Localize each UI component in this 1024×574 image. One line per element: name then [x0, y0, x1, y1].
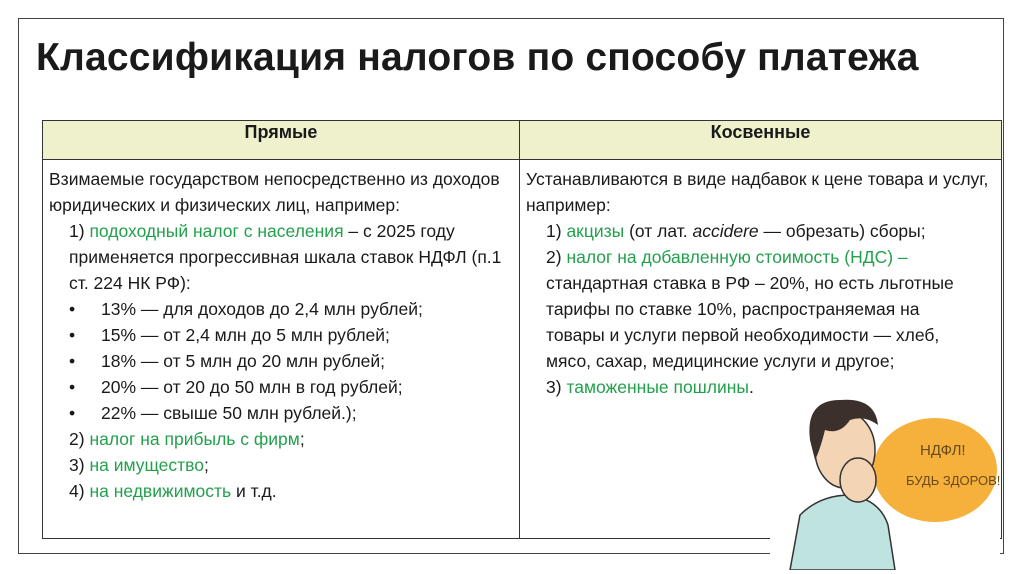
sneezing-man-illustration [770, 385, 1000, 570]
bubble-text-1: НДФЛ! [920, 442, 966, 459]
bullet-item: • 22% — свыше 50 млн рублей.); [49, 400, 513, 426]
latin-word: accidere [692, 221, 759, 241]
cell-direct [43, 160, 520, 539]
direct-item-2 [49, 426, 513, 452]
page-title: Классификация налогов по способу платежа [36, 36, 919, 79]
term: налог на добавленную стоимость (НДС) – [566, 247, 908, 267]
term: на имущество [89, 455, 204, 475]
term: налог на прибыль с фирм [89, 429, 300, 449]
bullet-item: • 18% — от 5 млн до 20 млн рублей; [49, 348, 513, 374]
item-text: стандартная ставка в РФ – 20%, но есть льготные тарифы по ставке 10%, распространяемая на товары и услуги первой необходимости — хлеб, мясо, сахар, медицинские услуги и другое; [546, 273, 954, 371]
direct-item-1 [49, 218, 513, 296]
bullet-text: 15% — от 2,4 млн до 5 млн рублей; [101, 325, 390, 345]
item-number: 2) [69, 429, 90, 449]
item-text: и т.д. [231, 481, 277, 501]
bullet-text: 13% — для доходов до 2,4 млн рублей; [101, 299, 423, 319]
bullet-text: 18% — от 5 млн до 20 млн рублей; [101, 351, 386, 371]
hand [840, 458, 876, 502]
direct-item-4 [49, 478, 513, 504]
indirect-intro: Устанавливаются в виде надбавок к цене товара и услуг, например: [526, 169, 989, 215]
bullet-item: • 15% — от 2,4 млн до 5 млн рублей; [49, 322, 513, 348]
bubble-text-2: БУДЬ ЗДОРОВ! [906, 473, 1000, 488]
item-text: — обрезать) сборы; [758, 221, 926, 241]
item-number: 1) [546, 221, 567, 241]
item-text: ; [299, 429, 305, 449]
indirect-item-1 [526, 218, 995, 244]
header-direct: Прямые [43, 121, 520, 160]
speech-bubble [873, 418, 997, 522]
item-text: ; [203, 455, 209, 475]
item-text: (от лат. [624, 221, 693, 241]
indirect-item-2 [526, 244, 995, 374]
term: подоходный налог с населения [89, 221, 344, 241]
header-indirect: Косвенные [520, 121, 1002, 160]
bullet-text: 22% — свыше 50 млн рублей.); [101, 403, 357, 423]
bullet-item: • 13% — для доходов до 2,4 млн рублей; [49, 296, 513, 322]
item-number: 3) [546, 377, 567, 397]
term: на недвижимость [89, 481, 232, 501]
direct-intro: Взимаемые государством непосредственно из доходов юридических и физических лиц, например: [49, 169, 500, 215]
direct-item-3 [49, 452, 513, 478]
item-number: 4) [69, 481, 90, 501]
bullet-text: 20% — от 20 до 50 млн в год рублей; [101, 377, 403, 397]
item-text: . [748, 377, 754, 397]
bullet-item: • 20% — от 20 до 50 млн в год рублей; [49, 374, 513, 400]
item-text: – с 2025 году применяется прогрессивная шкала ставок НДФЛ (п.1 ст. 224 НК РФ): [69, 221, 502, 293]
item-number: 1) [69, 221, 90, 241]
item-number: 3) [69, 455, 90, 475]
term: акцизы [566, 221, 625, 241]
term: таможенные пошлины [566, 377, 749, 397]
item-number: 2) [546, 247, 567, 267]
